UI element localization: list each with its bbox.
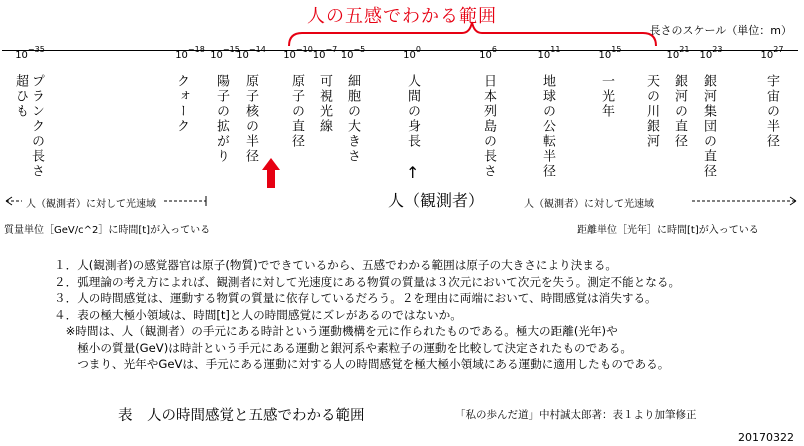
column-galaxy-diameter: 銀河の直径	[672, 74, 687, 149]
observer-label: 人（観測者）	[388, 191, 485, 210]
exponent-label: $10^{11}$	[537, 45, 561, 61]
exponent-label: $10^{15}$	[598, 45, 622, 61]
caption-source: 「私の歩んだ道」中村誠太郎著：表１より加筆修正	[455, 409, 697, 421]
column-japan-length: 日本列島の長さ	[481, 74, 496, 179]
mass-unit-note: 質量単位［GeV/c^2］に時間[t]が入っている	[4, 225, 211, 236]
lightspeed-right-label: 人（観測者）に対して光速域	[524, 199, 654, 210]
column-proton-extent: 陽子の拡がり	[214, 74, 229, 164]
exponent-label: $10^{21}$	[666, 45, 690, 61]
column-galaxy-cluster-diameter: 銀河集団の直径	[701, 74, 716, 179]
table-caption: 表 人の時間感覚と五感でわかる範囲	[118, 408, 365, 424]
note-item: 極小の質量(GeV)は時計という手元にある運動と銀河系や素粒子の運動を比較して決定されたものである。	[54, 340, 633, 355]
column-universe-radius: 宇宙の半径	[764, 74, 779, 149]
notes-list	[54, 257, 680, 373]
red-up-arrow-icon	[262, 158, 280, 188]
exponent-label: $10^{-18}$	[175, 45, 205, 61]
column-milky-way: 天の川銀河	[644, 74, 659, 149]
exponent-label: $10^{-14}$	[236, 45, 266, 61]
exponent-label: $10^0$	[403, 45, 421, 61]
column-quark: クォーク	[174, 74, 189, 134]
exponent-label: $10^{23}$	[699, 45, 723, 61]
scale-label: 長さのスケール（単位：m）	[649, 24, 792, 37]
note-item: ※時間は、人（観測者）の手元にある時計という運動機構を元に作られたものである。極大の距離(光年)や	[54, 324, 618, 338]
range-title: 人の五感でわかる範囲	[307, 6, 497, 27]
column-cell-size: 細胞の大きさ	[345, 74, 360, 164]
column-superstring: 超ひも	[13, 74, 28, 119]
distance-unit-note: 距離単位［光年］に時間[t]が入っている	[577, 225, 759, 236]
lightspeed-left-label: 人（観測者）に対して光速域	[26, 199, 156, 210]
column-earth-orbit-radius: 地球の公転半径	[540, 74, 555, 179]
date-stamp: 20170322	[738, 431, 794, 444]
exponent-label: $10^{-5}$	[340, 45, 366, 61]
exponent-label: $10^{-15}$	[210, 45, 240, 61]
column-light-year: 一光年	[599, 74, 614, 119]
exponent-label: $10^{27}$	[760, 45, 784, 61]
note-item: ３．人の時間感覚は、運動する物質の質量に依存しているだろう。２を理由に両端において、時間感覚は消失する。	[54, 291, 657, 305]
note-item: ４．表の極大極小領域は、時間[t]と人の時間感覚にズレがあるのではないか。	[54, 307, 462, 322]
column-planck-length: プランクの長さ	[29, 74, 44, 179]
column-human-height: 人間の身長	[405, 74, 420, 149]
up-arrow-icon: ↑	[406, 163, 420, 182]
note-item: ２．弧理論の考え方によれば、観測者に対して光速度にある物質の質量は３次元において次元を失う。測定不能となる。	[54, 274, 681, 289]
exponent-label: $10^{-35}$	[15, 45, 45, 61]
column-atom-diameter: 原子の直径	[289, 74, 304, 149]
exponent-label: $10^{-7}$	[312, 45, 338, 61]
note-item: １．人(観測者)の感覚器官は原子(物質)でできているから、五感でわかる範囲は原子の大きさにより決まる。	[54, 258, 618, 272]
column-visible-light: 可視光線	[317, 74, 332, 134]
note-item: つまり、光年やGeVは、手元にある運動に対する人の時間感覚を極大極小領域にある運動に適用したものである。	[54, 357, 670, 371]
column-nucleus-radius: 原子核の半径	[243, 74, 258, 164]
exponent-label: $10^6$	[479, 45, 497, 61]
exponent-label: $10^{-10}$	[283, 45, 313, 61]
